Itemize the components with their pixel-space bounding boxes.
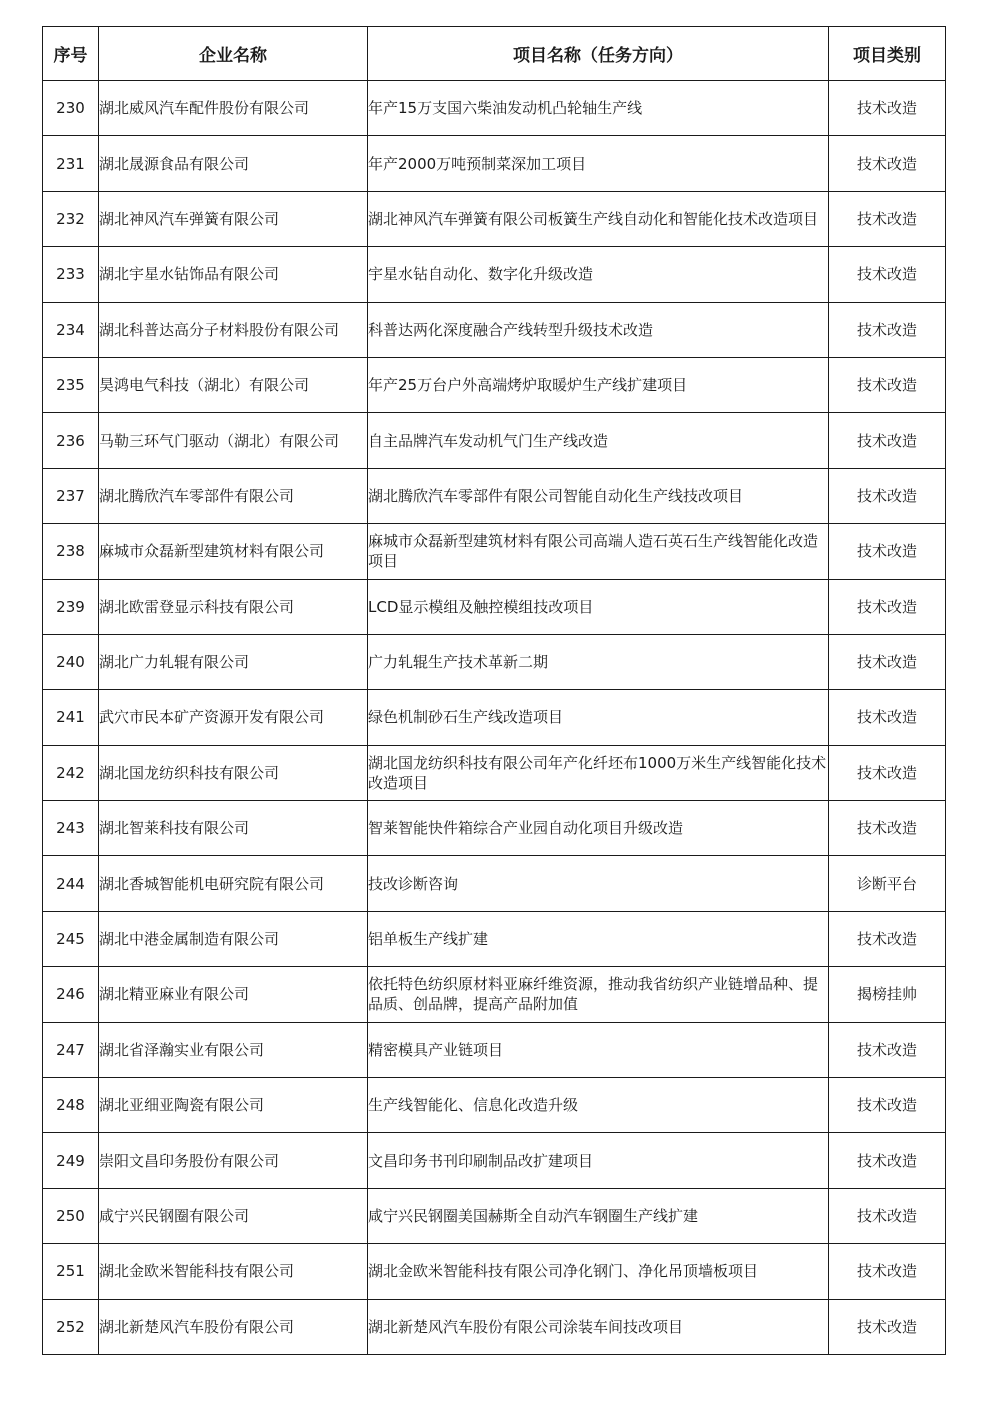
row-company-name: 湖北腾欣汽车零部件有限公司 [99,468,368,523]
row-project-type: 技术改造 [829,524,946,579]
row-company-name: 湖北神风汽车弹簧有限公司 [99,191,368,246]
row-serial-number: 235 [43,357,99,412]
row-project-name: 湖北国龙纺织科技有限公司年产化纤坯布1000万米生产线智能化技术改造项目 [368,745,829,800]
row-serial-number: 244 [43,856,99,911]
row-serial-number: 251 [43,1244,99,1299]
project-list-table [42,26,946,1355]
row-serial-number: 247 [43,1022,99,1077]
table-row [43,634,946,689]
row-company-name: 湖北省泽瀚实业有限公司 [99,1022,368,1077]
row-serial-number: 230 [43,81,99,136]
row-company-name: 湖北香城智能机电研究院有限公司 [99,856,368,911]
row-project-type: 技术改造 [829,745,946,800]
row-company-name: 湖北宇星水钻饰品有限公司 [99,247,368,302]
row-serial-number: 236 [43,413,99,468]
row-serial-number: 241 [43,690,99,745]
row-serial-number: 250 [43,1188,99,1243]
table-row [43,1188,946,1243]
row-company-name: 湖北国龙纺织科技有限公司 [99,745,368,800]
table-row [43,579,946,634]
row-project-type: 技术改造 [829,247,946,302]
row-project-type: 技术改造 [829,413,946,468]
table-row [43,247,946,302]
row-project-type: 技术改造 [829,690,946,745]
table-row [43,690,946,745]
row-serial-number: 242 [43,745,99,800]
row-serial-number: 240 [43,634,99,689]
row-project-name: 依托特色纺织原材料亚麻纤维资源，推动我省纺织产业链增品种、提品质、创品牌，提高产品附加值 [368,967,829,1022]
row-project-name: 湖北腾欣汽车零部件有限公司智能自动化生产线技改项目 [368,468,829,523]
table-row [43,1078,946,1133]
header-project-name: 项目名称（任务方向） [368,27,829,81]
table-row [43,801,946,856]
row-project-name: 生产线智能化、信息化改造升级 [368,1078,829,1133]
row-project-name: 绿色机制砂石生产线改造项目 [368,690,829,745]
row-project-type: 技术改造 [829,911,946,966]
row-company-name: 湖北中港金属制造有限公司 [99,911,368,966]
table-row [43,191,946,246]
row-project-name: 精密模具产业链项目 [368,1022,829,1077]
row-project-name: 年产25万台户外高端烤炉取暖炉生产线扩建项目 [368,357,829,412]
row-company-name: 崇阳文昌印务股份有限公司 [99,1133,368,1188]
row-project-name: 麻城市众磊新型建筑材料有限公司高端人造石英石生产线智能化改造项目 [368,524,829,579]
table-header-row [43,27,946,81]
row-serial-number: 234 [43,302,99,357]
row-project-type: 技术改造 [829,1299,946,1354]
row-company-name: 湖北欧雷登显示科技有限公司 [99,579,368,634]
table-row [43,1022,946,1077]
row-project-type: 技术改造 [829,81,946,136]
row-project-type: 技术改造 [829,357,946,412]
table-row [43,413,946,468]
row-company-name: 湖北精亚麻业有限公司 [99,967,368,1022]
row-project-type: 技术改造 [829,136,946,191]
row-project-name: 年产2000万吨预制菜深加工项目 [368,136,829,191]
row-serial-number: 238 [43,524,99,579]
row-serial-number: 243 [43,801,99,856]
row-project-type: 技术改造 [829,191,946,246]
row-project-name: 技改诊断咨询 [368,856,829,911]
row-project-name: 湖北神风汽车弹簧有限公司板簧生产线自动化和智能化技术改造项目 [368,191,829,246]
row-company-name: 麻城市众磊新型建筑材料有限公司 [99,524,368,579]
header-project-type: 项目类别 [829,27,946,81]
row-company-name: 湖北晟源食品有限公司 [99,136,368,191]
row-project-name: 自主品牌汽车发动机气门生产线改造 [368,413,829,468]
row-serial-number: 233 [43,247,99,302]
row-company-name: 昊鸿电气科技（湖北）有限公司 [99,357,368,412]
row-project-type: 技术改造 [829,1078,946,1133]
row-serial-number: 239 [43,579,99,634]
table-row [43,136,946,191]
row-serial-number: 237 [43,468,99,523]
table-row [43,1133,946,1188]
row-company-name: 湖北科普达高分子材料股份有限公司 [99,302,368,357]
row-company-name: 湖北广力轧辊有限公司 [99,634,368,689]
table-row [43,967,946,1022]
row-project-type: 技术改造 [829,634,946,689]
row-company-name: 湖北金欧米智能科技有限公司 [99,1244,368,1299]
row-project-type: 技术改造 [829,1188,946,1243]
table-row [43,745,946,800]
row-company-name: 湖北智莱科技有限公司 [99,801,368,856]
row-company-name: 马勒三环气门驱动（湖北）有限公司 [99,413,368,468]
row-serial-number: 231 [43,136,99,191]
row-company-name: 湖北新楚风汽车股份有限公司 [99,1299,368,1354]
table-row [43,357,946,412]
row-project-type: 技术改造 [829,579,946,634]
row-serial-number: 249 [43,1133,99,1188]
header-serial-number: 序号 [43,27,99,81]
table-row [43,1299,946,1354]
row-project-type: 技术改造 [829,302,946,357]
row-project-name: 咸宁兴民钢圈美国赫斯全自动汽车钢圈生产线扩建 [368,1188,829,1243]
row-project-type: 技术改造 [829,1133,946,1188]
row-project-name: 科普达两化深度融合产线转型升级技术改造 [368,302,829,357]
row-serial-number: 246 [43,967,99,1022]
row-project-type: 技术改造 [829,1022,946,1077]
row-project-type: 技术改造 [829,801,946,856]
table-row [43,524,946,579]
row-project-name: 广力轧辊生产技术革新二期 [368,634,829,689]
row-project-name: 年产15万支国六柴油发动机凸轮轴生产线 [368,81,829,136]
table-row [43,81,946,136]
row-project-type: 技术改造 [829,468,946,523]
row-project-type: 揭榜挂帅 [829,967,946,1022]
row-serial-number: 232 [43,191,99,246]
table-row [43,302,946,357]
row-company-name: 咸宁兴民钢圈有限公司 [99,1188,368,1243]
row-serial-number: 252 [43,1299,99,1354]
row-company-name: 湖北威风汽车配件股份有限公司 [99,81,368,136]
header-company-name: 企业名称 [99,27,368,81]
row-project-name: 铝单板生产线扩建 [368,911,829,966]
row-serial-number: 245 [43,911,99,966]
row-company-name: 湖北亚细亚陶瓷有限公司 [99,1078,368,1133]
row-project-name: 湖北金欧米智能科技有限公司净化钢门、净化吊顶墙板项目 [368,1244,829,1299]
table-row [43,911,946,966]
row-project-name: 湖北新楚风汽车股份有限公司涂装车间技改项目 [368,1299,829,1354]
row-project-name: LCD显示模组及触控模组技改项目 [368,579,829,634]
row-project-name: 宇星水钻自动化、数字化升级改造 [368,247,829,302]
row-project-name: 文昌印务书刊印刷制品改扩建项目 [368,1133,829,1188]
row-serial-number: 248 [43,1078,99,1133]
row-project-type: 诊断平台 [829,856,946,911]
row-project-name: 智莱智能快件箱综合产业园自动化项目升级改造 [368,801,829,856]
table-row [43,468,946,523]
row-project-type: 技术改造 [829,1244,946,1299]
row-company-name: 武穴市民本矿产资源开发有限公司 [99,690,368,745]
table-row [43,856,946,911]
table-row [43,1244,946,1299]
